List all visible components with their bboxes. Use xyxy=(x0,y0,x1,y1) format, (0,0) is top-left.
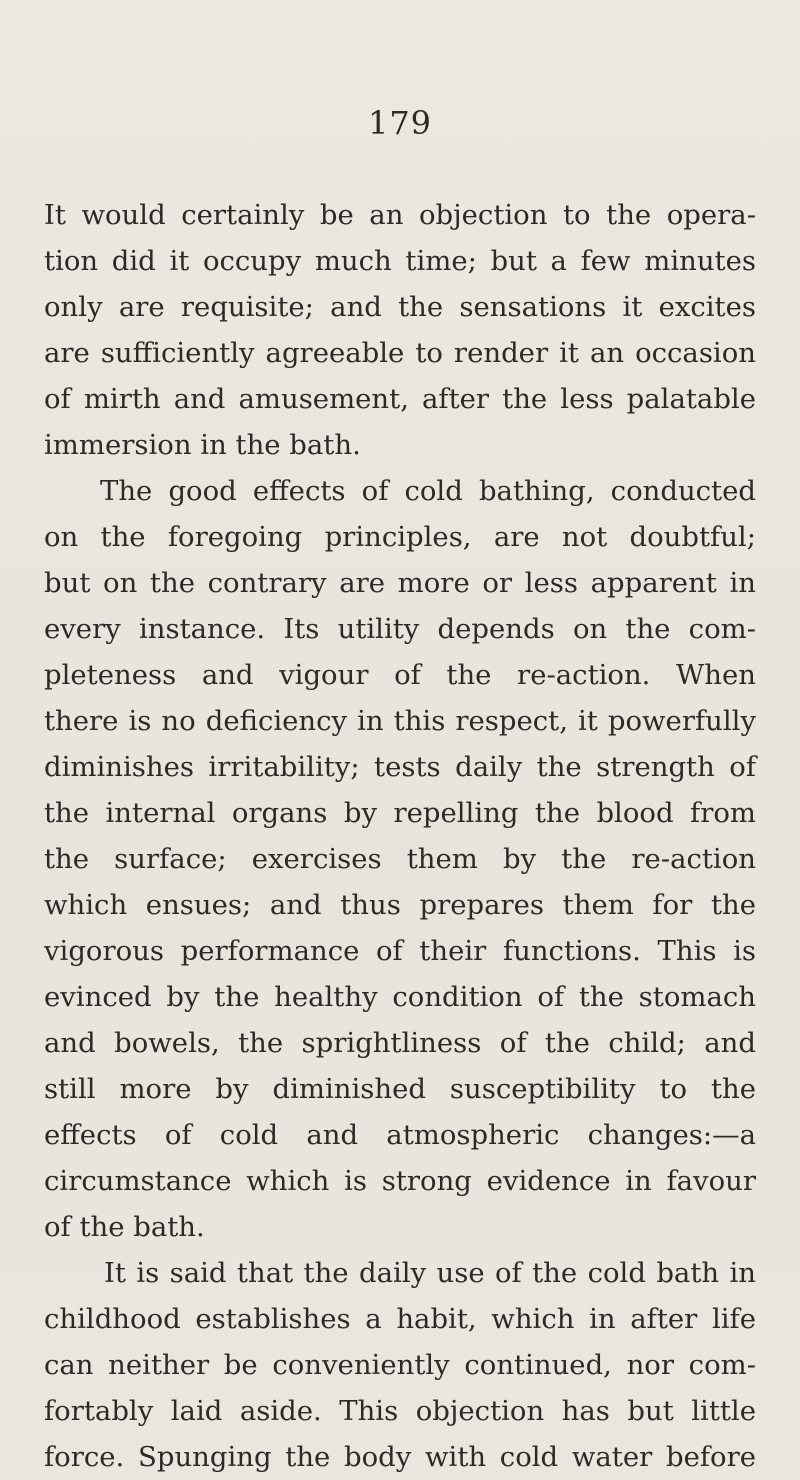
text-line: there is no deficiency in this respect, it powerfully xyxy=(44,705,756,737)
text-line: every instance. Its utility depends on the com- xyxy=(44,613,756,645)
text-line: fortably laid aside. This objection has but little xyxy=(44,1395,756,1427)
text-line: It would certainly be an objection to the opera- xyxy=(44,199,756,231)
text-line: effects of cold and atmospheric changes:—a xyxy=(44,1119,756,1151)
text-line: of mirth and amusement, after the less palatable xyxy=(44,383,756,415)
text-line: the surface; exercises them by the re-action xyxy=(44,843,756,875)
text-line: only are requisite; and the sensations it excites xyxy=(44,291,756,323)
text-line: vigorous performance of their functions. This is xyxy=(44,935,756,967)
text-line: which ensues; and thus prepares them for the xyxy=(44,889,756,921)
text-line: The good effects of cold bathing, conducted xyxy=(100,475,756,507)
text-line: circumstance which is strong evidence in favour xyxy=(44,1165,756,1197)
text-line: but on the contrary are more or less apparent in xyxy=(44,567,756,599)
text-line: immersion in the bath. xyxy=(44,429,361,461)
text-line: pleteness and vigour of the re-action. When xyxy=(44,659,756,691)
text-line: childhood establishes a habit, which in after life xyxy=(44,1303,756,1335)
text-line: on the foregoing principles, are not doubtful; xyxy=(44,521,756,553)
text-line: and bowels, the sprightliness of the child; and xyxy=(44,1027,756,1059)
text-line: force. Spunging the body with cold water before xyxy=(44,1441,756,1473)
text-line: It is said that the daily use of the cold bath in xyxy=(104,1257,756,1289)
page-number: 179 xyxy=(367,104,433,142)
text-line: are sufficiently agreeable to render it an occasion xyxy=(44,337,756,369)
text-line: still more by diminished susceptibility to the xyxy=(44,1073,756,1105)
text-line: evinced by the healthy condition of the stomach xyxy=(44,981,756,1013)
text-line: can neither be conveniently continued, nor com- xyxy=(44,1349,756,1381)
text-line: of the bath. xyxy=(44,1211,205,1243)
text-line: the internal organs by repelling the blood from xyxy=(44,797,756,829)
text-line: tion did it occupy much time; but a few minutes xyxy=(44,245,756,277)
body-text xyxy=(44,192,756,1480)
text-line: diminishes irritability; tests daily the strength of xyxy=(44,751,756,783)
